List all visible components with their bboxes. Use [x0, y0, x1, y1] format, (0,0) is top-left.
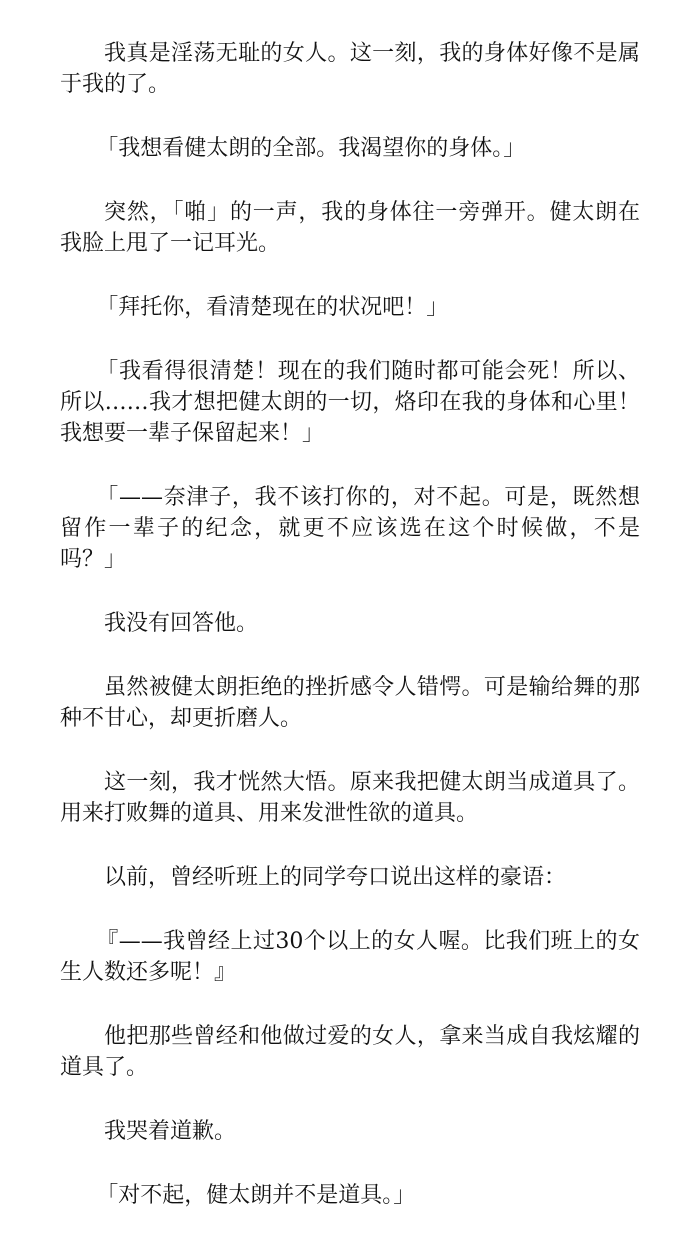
paragraph: 虽然被健太朗拒绝的挫折感令人错愕。可是输给舞的那种不甘心，却更折磨人。	[60, 675, 640, 731]
paragraph: 我哭着道歉。	[104, 1119, 237, 1144]
document-page	[60, 38, 640, 1244]
paragraph: 突然，「啪」的一声，我的身体往一旁弹开。健太朗在我脸上甩了一记耳光。	[60, 200, 640, 256]
paragraph: 这一刻，我才恍然大悟。原来我把健太朗当成道具了。用来打败舞的道具、用来发泄性欲的道具。	[60, 770, 640, 826]
paragraph-dialogue: 「我想看健太朗的全部。我渴望你的身体。」	[96, 136, 526, 161]
paragraph: 我没有回答他。	[104, 611, 259, 636]
paragraph: 我真是淫荡无耻的女人。这一刻，我的身体好像不是属于我的了。	[60, 41, 640, 97]
paragraph: 以前，曾经听班上的同学夸口说出这样的豪语：	[104, 865, 567, 890]
paragraph-dialogue: 「拜托你，看清楚现在的状况吧！」	[96, 295, 449, 320]
paragraph-dialogue: 『——我曾经上过30个以上的女人喔。比我们班上的女生人数还多呢！』	[60, 929, 640, 985]
paragraph-dialogue: 「对不起，健太朗并不是道具。」	[96, 1183, 416, 1208]
paragraph-dialogue: 「我看得很清楚！现在的我们随时都可能会死！所以、所以……我才想把健太朗的一切，烙印在我的身体和心里！我想要一辈子保留起来！」	[60, 359, 640, 446]
paragraph-dialogue: 「——奈津子，我不该打你的，对不起。可是，既然想留作一辈子的纪念，就更不应该选在这个时候做，不是吗？」	[60, 485, 640, 572]
paragraph: 他把那些曾经和他做过爱的女人，拿来当成自我炫耀的道具了。	[60, 1024, 640, 1080]
